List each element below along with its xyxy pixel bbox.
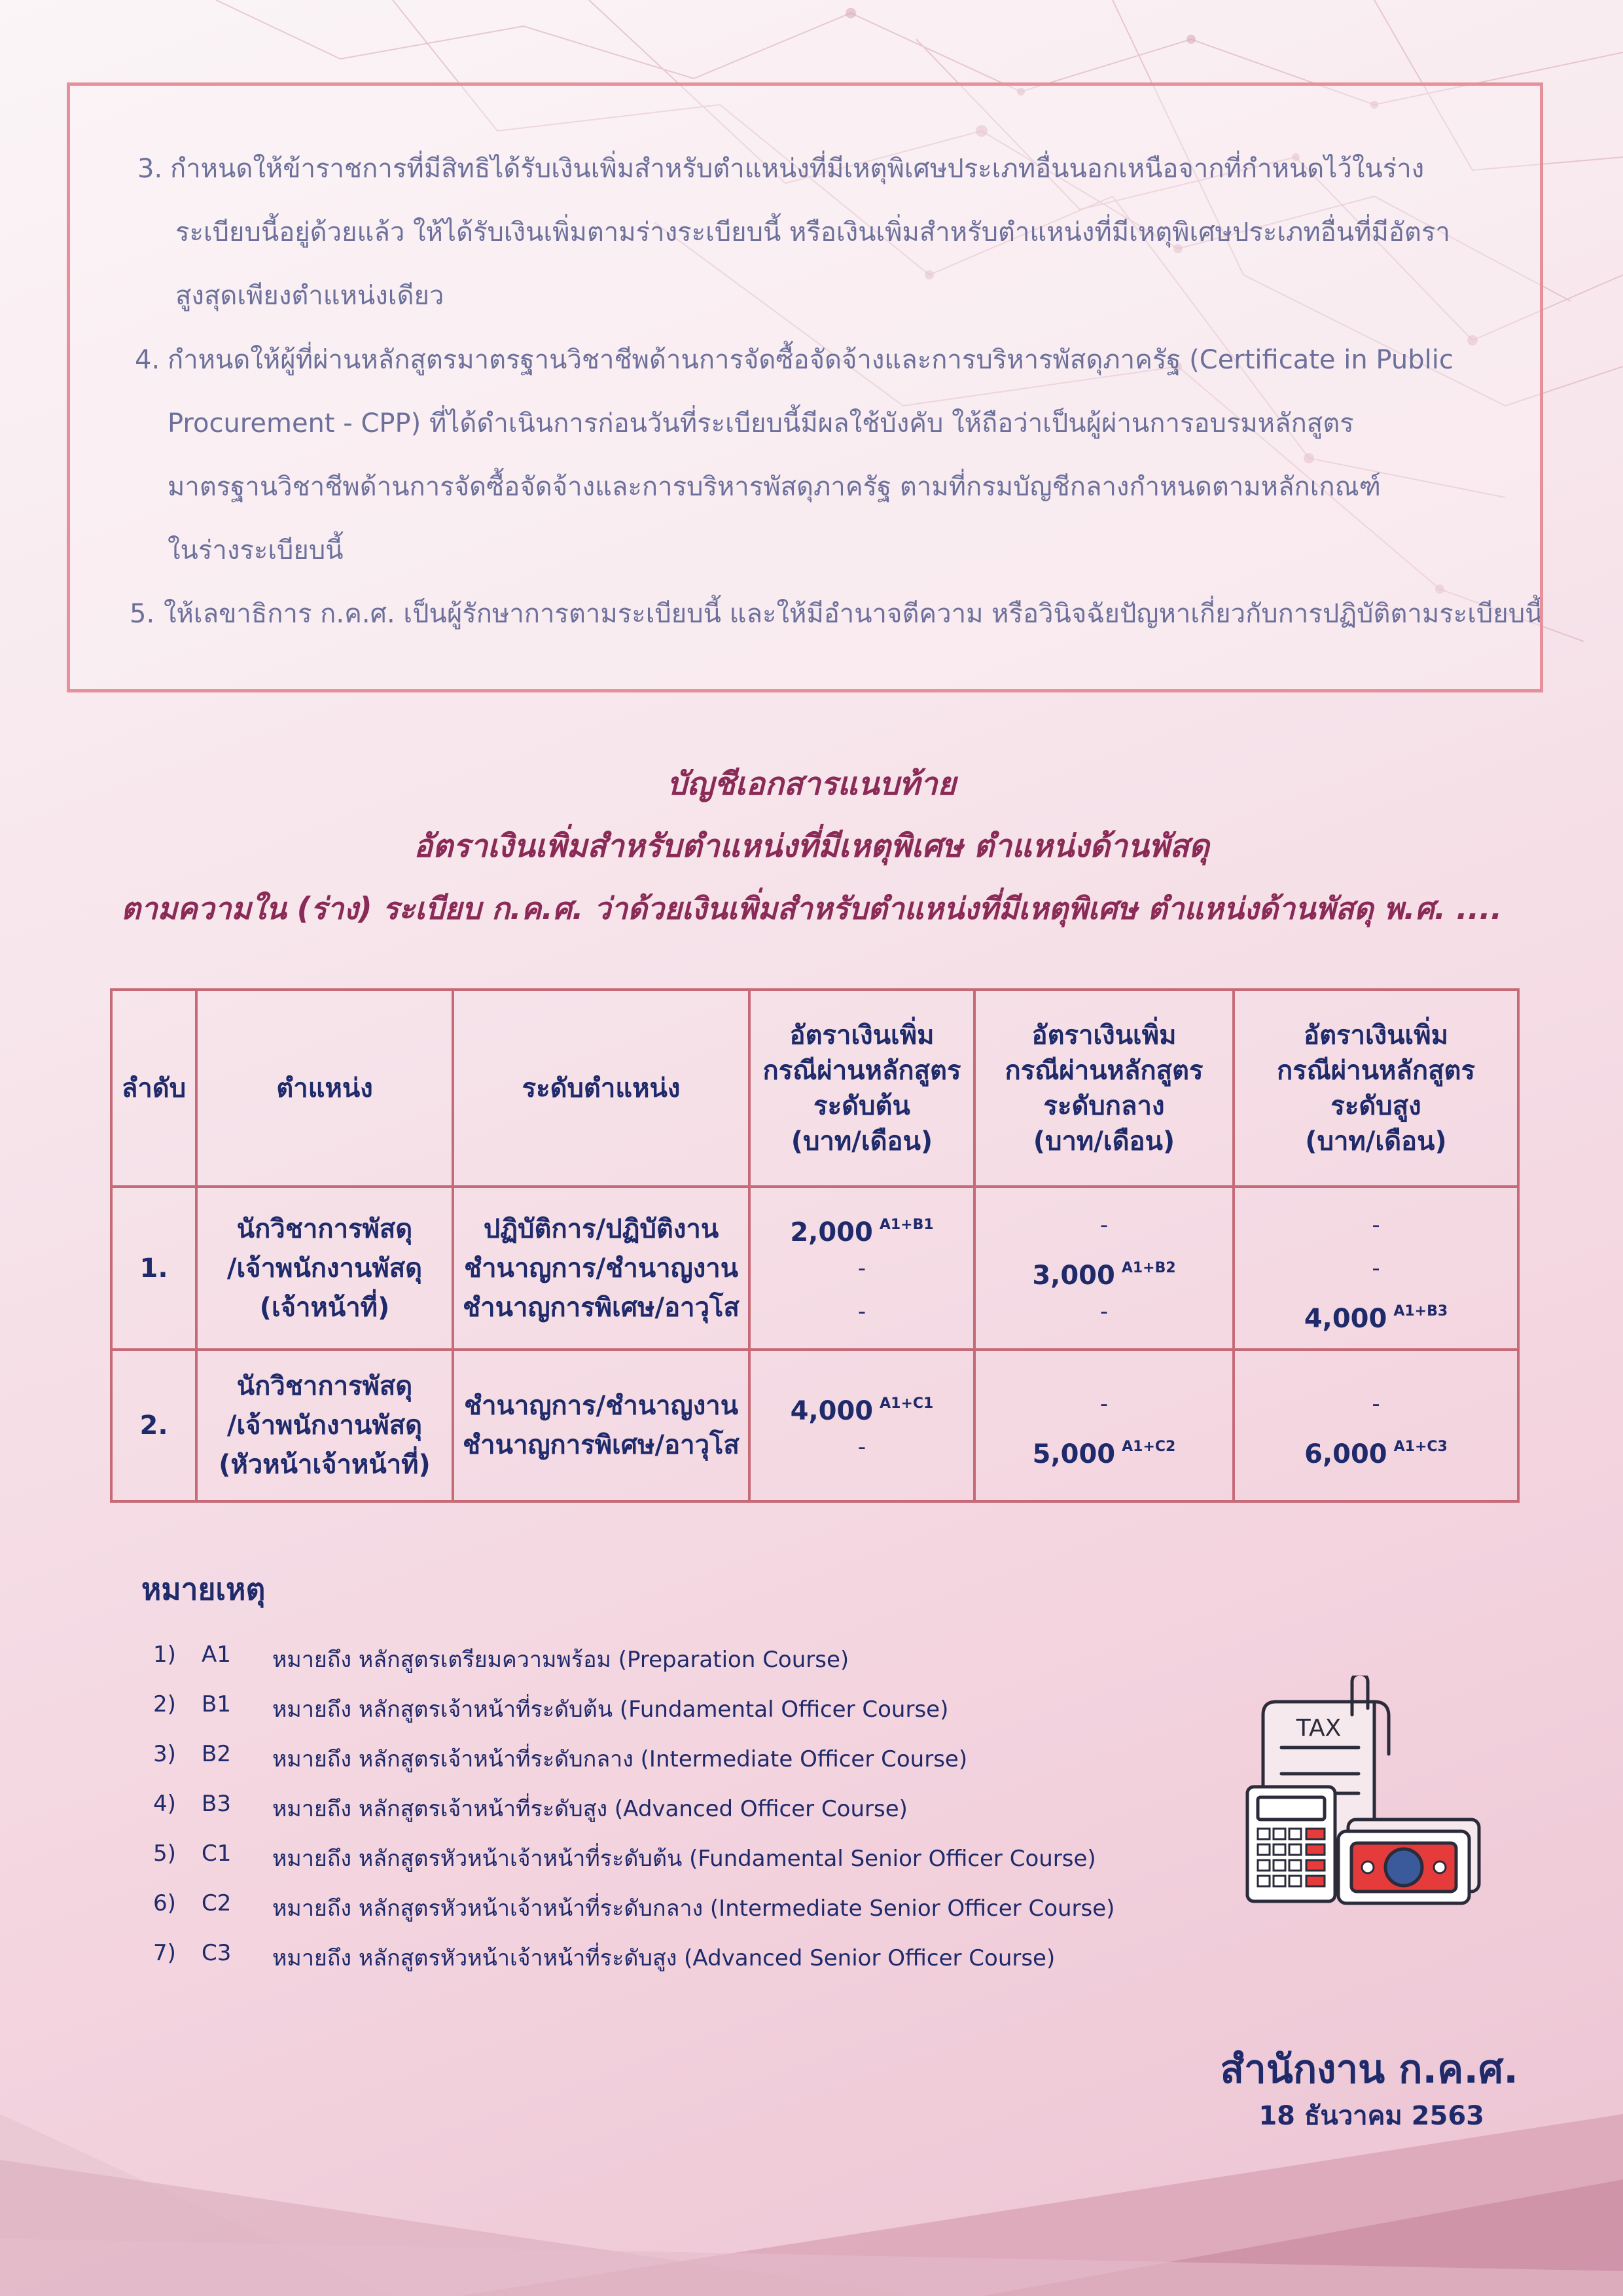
rate-value: -: [1099, 1391, 1109, 1417]
table-row: [111, 1187, 1518, 1350]
rate-value: -: [1099, 1298, 1109, 1325]
table-header-row: [111, 990, 1518, 1187]
header-rate-intermediate: อัตราเงินเพิ่ม กรณีผ่านหลักสูตร ระดับกลาง (บาท/เดือน): [974, 990, 1234, 1187]
attachment-reference: ตามความใน (ร่าง) ระเบียบ ก.ค.ศ. ว่าด้วยเงินเพิ่มสำหรับตำแหน่งที่มีเหตุพิเศษ ตำแหน่งด้านพัสดุ พ.ศ. ....: [120, 891, 1503, 926]
header-level: ระดับตำแหน่ง: [453, 990, 749, 1187]
rate-value: 6,000 $^{A1+C3}$: [1304, 1439, 1448, 1469]
rate-value: -: [857, 1255, 866, 1282]
table-row: [111, 1350, 1518, 1501]
provision-line: ให้เลขาธิการ ก.ค.ศ. เป็นผู้รักษาการตามระเบียบนี้ และให้มีอำนาจตีความ หรือวินิจฉัยปัญหาเกี่ยวกับการปฏิบัติตามระเบียบนี้: [164, 599, 1543, 629]
header-rate-advanced: อัตราเงินเพิ่ม กรณีผ่านหลักสูตร ระดับสูง (บาท/เดือน): [1234, 990, 1518, 1187]
rate-value: 4,000 $^{A1+B3}$: [1304, 1302, 1448, 1334]
provision-line: Procurement - CPP) ที่ได้ดำเนินการก่อนวันที่ระเบียบนี้มีผลใช้บังคับ ให้ถือว่าเป็นผู้ผ่านการอบรมหลักสูตร: [168, 408, 1354, 439]
provision-line: กำหนดให้ข้าราชการที่มีสิทธิได้รับเงินเพิ่มสำหรับตำแหน่งที่มีเหตุพิเศษประเภทอื่นนอกเหนือจากที่กำหนดไว้ในร่าง: [170, 154, 1425, 184]
rate-intermediate-cell: [974, 1350, 1234, 1501]
provision-line: ระเบียบนี้อยู่ด้วยแล้ว ให้ได้รับเงินเพิ่มตามร่างระเบียบนี้ หรือเงินเพิ่มสำหรับตำแหน่งที่มีเหตุพิเศษประเภทอื่นที่มีอัตรา: [175, 217, 1450, 247]
rate-value: -: [1372, 1211, 1380, 1238]
row-position: นักวิชาการพัสดุ /เจ้าพนักงานพัสดุ (หัวหน้าเจ้าหน้าที่): [196, 1350, 453, 1501]
provisions-box: [67, 82, 1543, 692]
header-rate-basic: อัตราเงินเพิ่ม กรณีผ่านหลักสูตร ระดับต้น (บาท/เดือน): [749, 990, 974, 1187]
rate-value: -: [1372, 1255, 1380, 1282]
provision-line: กำหนดให้ผู้ที่ผ่านหลักสูตรมาตรฐานวิชาชีพด้านการจัดซื้อจัดจ้างและการบริหารพัสดุภาครัฐ (Certificate in Public: [168, 345, 1454, 375]
document-date: 18 ธันวาคม 2563: [1258, 2101, 1484, 2131]
rate-value: -: [857, 1434, 866, 1460]
tax-calculator-money-icon: [1243, 1676, 1486, 1911]
provision-number: 4.: [135, 345, 160, 375]
attachment-title: บัญชีเอกสารแนบท้าย: [667, 766, 956, 802]
rate-value: 4,000 $^{A1+C1}$: [790, 1395, 934, 1426]
provision-number: 5.: [130, 599, 155, 629]
rate-value: -: [857, 1298, 866, 1325]
header-order: ลำดับ: [111, 990, 196, 1187]
header-position: ตำแหน่ง: [196, 990, 453, 1187]
rate-value: 3,000 $^{A1+B2}$: [1032, 1259, 1176, 1291]
notes-title: หมายเหตุ: [141, 1571, 266, 1607]
provision-line: สูงสุดเพียงตำแหน่งเดียว: [175, 281, 444, 311]
row-number: 1.: [111, 1187, 196, 1350]
row-levels: ปฏิบัติการ/ปฏิบัติงาน ชำนาญการ/ชำนาญงาน ชำนาญการพิเศษ/อาวุโส: [453, 1187, 749, 1350]
row-number: 2.: [111, 1350, 196, 1501]
rate-value: 2,000 $^{A1+B1}$: [790, 1216, 934, 1247]
provision-line: มาตรฐานวิชาชีพด้านการจัดซื้อจัดจ้างและการบริหารพัสดุภาครัฐ ตามที่กรมบัญชีกลางกำหนดตามหลักเกณฑ์: [168, 472, 1381, 502]
rate-basic-cell: [749, 1350, 974, 1501]
rate-value: -: [1372, 1391, 1380, 1417]
rate-advanced-cell: [1234, 1350, 1518, 1501]
tax-label: TAX: [1296, 1715, 1342, 1742]
provision-number: 3.: [137, 154, 163, 184]
rate-table: [110, 988, 1520, 1503]
row-position: นักวิชาการพัสดุ /เจ้าพนักงานพัสดุ (เจ้าหน้าที่): [196, 1187, 453, 1350]
rate-basic-cell: [749, 1187, 974, 1350]
rate-intermediate-cell: [974, 1187, 1234, 1350]
office-name: สำนักงาน ก.ค.ศ.: [1220, 2047, 1518, 2092]
rate-advanced-cell: [1234, 1187, 1518, 1350]
row-levels: ชำนาญการ/ชำนาญงาน ชำนาญการพิเศษ/อาวุโส: [453, 1350, 749, 1501]
rate-value: -: [1099, 1211, 1109, 1238]
rate-value: 5,000 $^{A1+C2}$: [1032, 1439, 1176, 1469]
attachment-subtitle: อัตราเงินเพิ่มสำหรับตำแหน่งที่มีเหตุพิเศษ ตำแหน่งด้านพัสดุ: [414, 828, 1209, 865]
provision-line: ในร่างระเบียบนี้: [168, 535, 344, 565]
